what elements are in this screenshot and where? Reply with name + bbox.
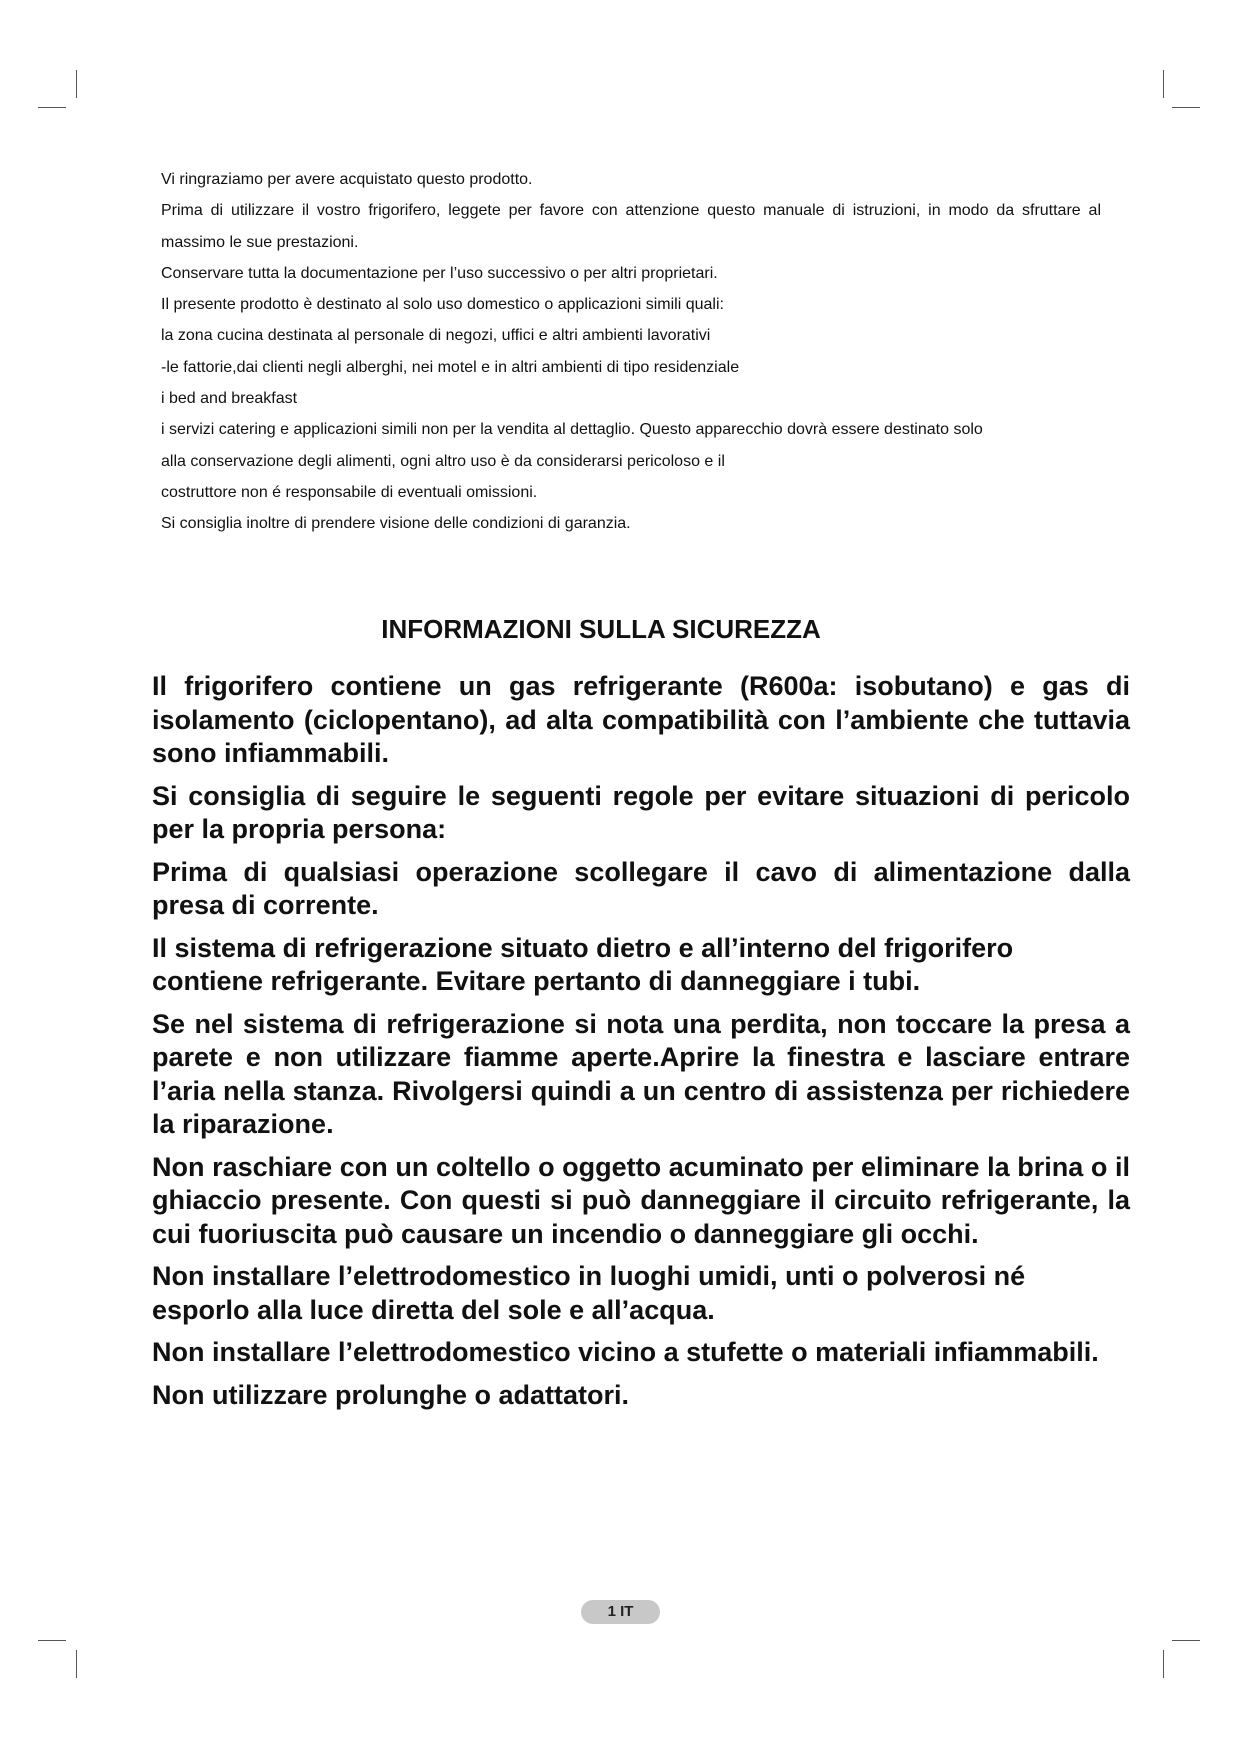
intro-line: -le fattorie,dai clienti negli alberghi, nei motel e in altri ambienti di tipo residenziale xyxy=(161,358,740,376)
safety-paragraph: Se nel sistema di refrigerazione si nota una perdita, non toccare la presa a parete e non utilizzare fiamme aperte.Aprire la finestra e lasciare entrare l’aria nella stanza. Rivolgersi quindi a un centro di assistenza per richiedere la riparazione. xyxy=(152,1008,1130,1139)
safety-paragraph: Si consiglia di seguire le seguenti regole per evitare situazioni di pericolo per la propria persona: xyxy=(152,780,1130,844)
safety-paragraph: Non installare l’elettrodomestico in luoghi umidi, unti o polverosi né esporlo alla luce diretta del sole e all’acqua. xyxy=(152,1261,1026,1325)
safety-paragraph: Il frigorifero contiene un gas refrigerante (R600a: isobutano) e gas di isolamento (ciclopentano), ad alta compatibilità con l’ambiente che tuttavia sono infiammabili. xyxy=(152,671,1130,768)
crop-mark-bottom-right-v xyxy=(1163,1650,1164,1678)
intro-line: Prima di utilizzare il vostro frigorifero, leggete per favore con attenzione questo manuale di istruzioni, in modo da sfruttare al massimo le sue prestazioni. xyxy=(161,202,1101,251)
intro-line: alla conservazione degli alimenti, ogni altro uso è da considerarsi pericoloso e il xyxy=(161,452,725,470)
intro-text xyxy=(161,164,1101,540)
page-number-badge: 1 IT xyxy=(581,1600,660,1624)
intro-line: i bed and breakfast xyxy=(161,390,298,408)
crop-mark-top-left-v xyxy=(76,70,77,98)
intro-line: costruttore non é responsabile di eventuali omissioni. xyxy=(161,483,538,501)
crop-mark-bottom-left-h xyxy=(38,1640,66,1641)
safety-paragraph: Il sistema di refrigerazione situato dietro e all’interno del frigorifero contiene refrigerante. Evitare pertanto di danneggiare i tubi. xyxy=(152,932,1014,996)
crop-mark-top-left-h xyxy=(38,107,66,108)
crop-mark-bottom-left-v xyxy=(76,1650,77,1678)
intro-line: Vi ringraziamo per avere acquistato questo prodotto. xyxy=(161,171,533,188)
intro-line: i servizi catering e applicazioni simili non per la vendita al dettaglio. Questo apparecchio dovrà essere destinato solo xyxy=(161,421,983,439)
crop-mark-top-right-h xyxy=(1172,107,1200,108)
intro-line: Conservare tutta la documentazione per l’uso successivo o per altri proprietari. xyxy=(161,264,718,282)
intro-line: Si consiglia inoltre di prendere visione delle condizioni di garanzia. xyxy=(161,515,631,533)
safety-section xyxy=(152,670,1130,1421)
intro-line: la zona cucina destinata al personale di negozi, uffici e altri ambienti lavorativi xyxy=(161,327,711,345)
crop-mark-bottom-right-h xyxy=(1172,1640,1200,1641)
safety-paragraph: Prima di qualsiasi operazione scollegare il cavo di alimentazione dalla presa di corrente. xyxy=(152,856,1130,920)
crop-mark-top-right-v xyxy=(1163,70,1164,98)
safety-paragraph: Non utilizzare prolunghe o adattatori. xyxy=(152,1379,630,1410)
safety-paragraph: Non raschiare con un coltello o oggetto acuminato per eliminare la brina o il ghiaccio presente. Con questi si può danneggiare il circuito refrigerante, la cui fuoriuscita può causare un incendio o danneggiare gli occhi. xyxy=(152,1151,1130,1249)
safety-heading: INFORMAZIONI SULLA SICUREZZA xyxy=(381,614,821,644)
safety-paragraph: Non installare l’elettrodomestico vicino a stufette o materiali infiammabili. xyxy=(152,1337,1099,1367)
intro-line: Il presente prodotto è destinato al solo uso domestico o applicazioni simili quali: xyxy=(161,296,724,314)
